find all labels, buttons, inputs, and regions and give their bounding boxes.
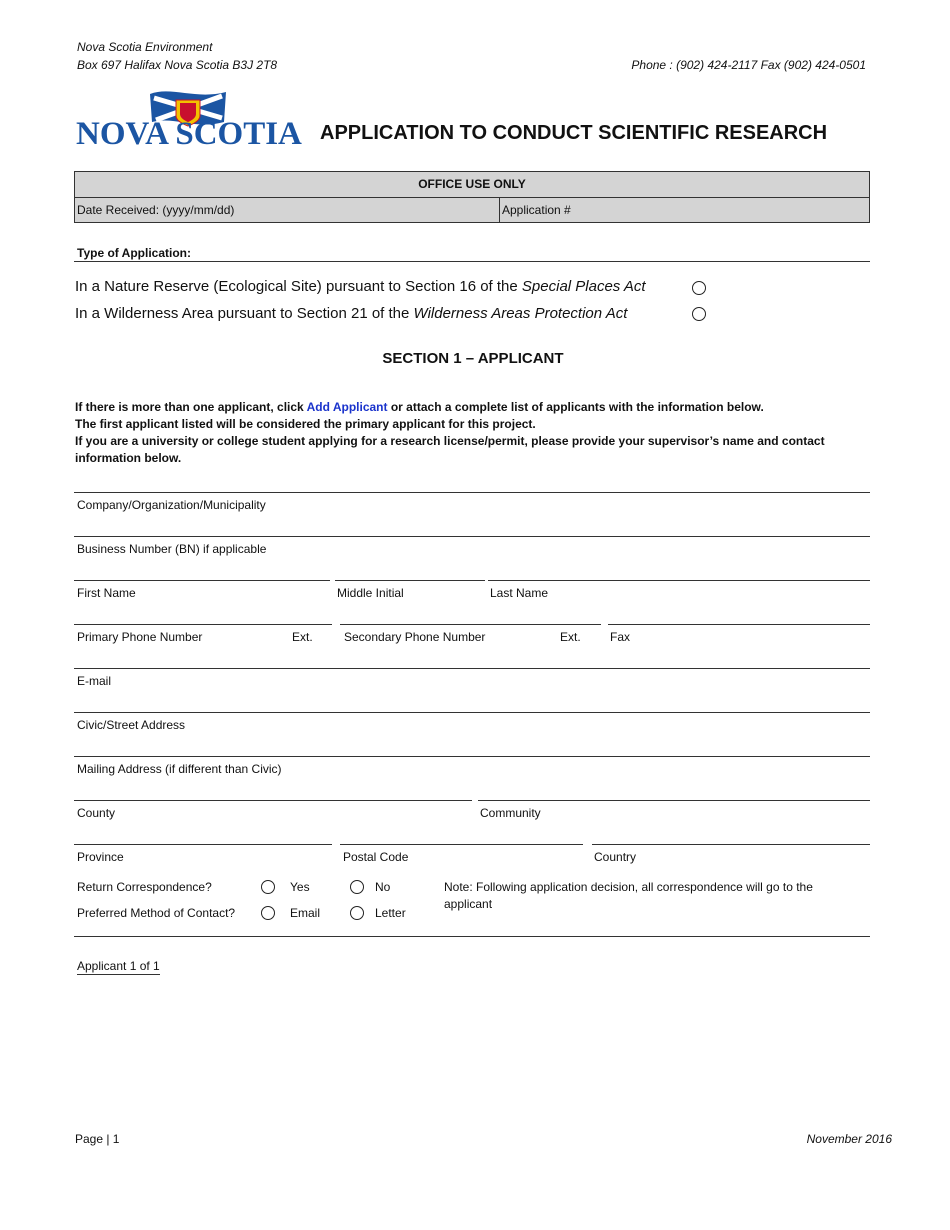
application-number-field[interactable]: Application # — [502, 203, 571, 217]
intro-line-1: If there is more than one applicant, click Add Applicant or attach a complete list of applicants with the information below. — [75, 400, 764, 414]
office-use-heading: OFFICE USE ONLY — [75, 172, 869, 198]
country-input-line[interactable] — [592, 844, 870, 845]
county-input-line[interactable] — [74, 800, 472, 801]
contact-email-radio[interactable] — [261, 906, 275, 920]
last-name-label: Last Name — [490, 586, 549, 600]
primary-ext-label: Ext. — [292, 630, 313, 644]
postal-code-input-line[interactable] — [340, 844, 583, 845]
return-yes-label: Yes — [290, 880, 310, 894]
office-use-box — [74, 171, 870, 223]
postal-code-label: Postal Code — [343, 850, 409, 864]
page-number: Page | 1 — [75, 1132, 120, 1146]
option-nature-reserve: In a Nature Reserve (Ecological Site) pursuant to Section 16 of the Special Places Act — [75, 278, 646, 295]
return-no-radio[interactable] — [350, 880, 364, 894]
mailing-label: Mailing Address (if different than Civic) — [77, 762, 282, 776]
email-input-line[interactable] — [74, 668, 870, 669]
correspondence-note-2: applicant — [444, 897, 493, 911]
middle-initial-input-line[interactable] — [335, 580, 485, 581]
province-input-line[interactable] — [74, 844, 332, 845]
flag-icon — [76, 86, 306, 150]
divider — [74, 936, 870, 937]
org-contact: Phone : (902) 424-2117 Fax (902) 424-0501 — [631, 58, 866, 72]
org-address: Box 697 Halifax Nova Scotia B3J 2T8 — [77, 58, 278, 72]
community-input-line[interactable] — [478, 800, 870, 801]
option-wilderness-area: In a Wilderness Area pursuant to Section 21 of the Wilderness Areas Protection Act — [75, 305, 628, 322]
section-1-heading: SECTION 1 – APPLICANT — [382, 350, 564, 367]
intro-line-4: information below. — [75, 451, 182, 465]
preferred-contact-label: Preferred Method of Contact? — [77, 906, 236, 920]
primary-phone-input-line[interactable] — [74, 624, 332, 625]
secondary-ext-label: Ext. — [560, 630, 581, 644]
province-label: Province — [77, 850, 124, 864]
mailing-input-line[interactable] — [74, 756, 870, 757]
bn-label: Business Number (BN) if applicable — [77, 542, 267, 556]
middle-initial-label: Middle Initial — [337, 586, 404, 600]
application-type-label: Type of Application: — [77, 246, 191, 260]
svg-text:NOVA SCOTIA: NOVA SCOTIA — [76, 116, 302, 150]
add-applicant-link[interactable]: Add Applicant — [306, 400, 388, 414]
email-label: E-mail — [77, 674, 112, 688]
company-input-line[interactable] — [74, 492, 870, 493]
form-date: November 2016 — [806, 1132, 892, 1146]
return-correspondence-label: Return Correspondence? — [77, 880, 212, 894]
intro-line-3: If you are a university or college student applying for a research license/permit, please provide your supervisor’s name and contact — [75, 434, 825, 448]
last-name-input-line[interactable] — [488, 580, 870, 581]
country-label: Country — [594, 850, 637, 864]
community-label: Community — [480, 806, 541, 820]
company-label: Company/Organization/Municipality — [77, 498, 266, 512]
secondary-phone-label: Secondary Phone Number — [344, 630, 486, 644]
fax-label: Fax — [610, 630, 631, 644]
county-label: County — [77, 806, 116, 820]
intro-line-2: The first applicant listed will be considered the primary applicant for this project. — [75, 417, 536, 431]
applicant-counter[interactable]: Applicant 1 of 1 — [77, 959, 160, 973]
return-no-label: No — [375, 880, 391, 894]
divider — [74, 261, 870, 262]
contact-letter-label: Letter — [375, 906, 406, 920]
wilderness-area-radio[interactable] — [692, 307, 706, 321]
contact-email-label: Email — [290, 906, 321, 920]
primary-phone-label: Primary Phone Number — [77, 630, 203, 644]
date-received-field[interactable]: Date Received: (yyyy/mm/dd) — [75, 197, 500, 223]
correspondence-note: Note: Following application decision, all correspondence will go to the — [444, 880, 813, 894]
page-title: APPLICATION TO CONDUCT SCIENTIFIC RESEARCH — [320, 122, 828, 144]
civic-label: Civic/Street Address — [77, 718, 186, 732]
nature-reserve-radio[interactable] — [692, 281, 706, 295]
first-name-label: First Name — [77, 586, 136, 600]
return-yes-radio[interactable] — [261, 880, 275, 894]
nova-scotia-logo — [76, 86, 306, 150]
first-name-input-line[interactable] — [74, 580, 330, 581]
bn-input-line[interactable] — [74, 536, 870, 537]
org-name: Nova Scotia Environment — [77, 40, 213, 54]
contact-letter-radio[interactable] — [350, 906, 364, 920]
fax-input-line[interactable] — [608, 624, 870, 625]
civic-input-line[interactable] — [74, 712, 870, 713]
secondary-phone-input-line[interactable] — [340, 624, 601, 625]
